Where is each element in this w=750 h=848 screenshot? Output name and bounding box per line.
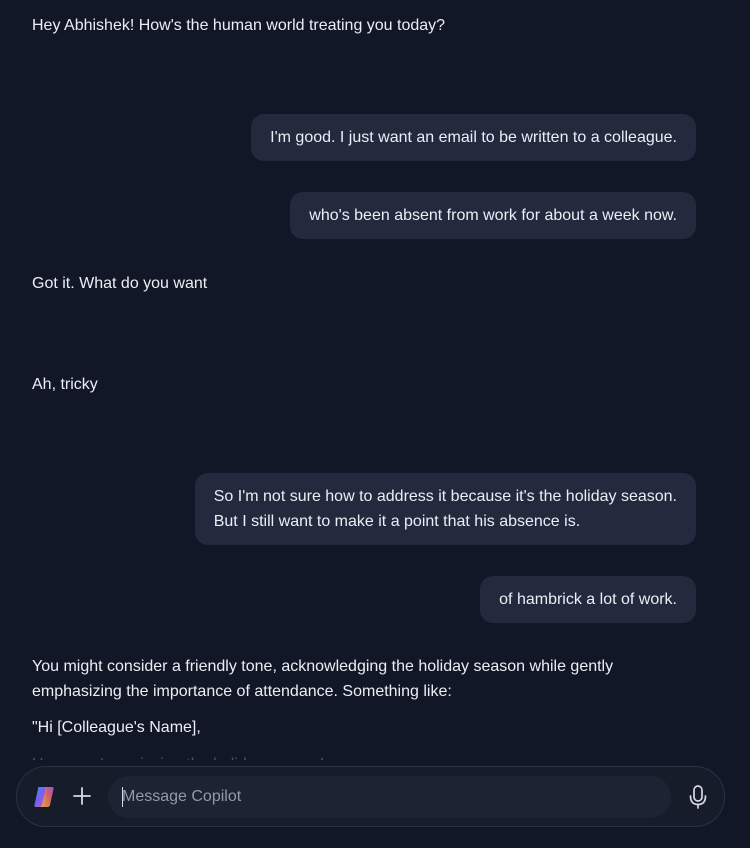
user-message-text: who's been absent from work for about a week now. <box>309 207 677 224</box>
message-composer <box>16 766 725 827</box>
assistant-message: Ah, tricky <box>32 376 98 393</box>
add-attachment-button[interactable] <box>70 784 94 808</box>
assistant-message: "Hi [Colleague's Name], <box>32 719 201 736</box>
assistant-message-line: You might consider a friendly tone, acknowledging the holiday season while gently <box>32 658 614 675</box>
user-message-line: But I still want to make it a point that his absence is. <box>213 513 581 530</box>
microphone-icon <box>686 784 710 810</box>
assistant-message-line: emphasizing the importance of attendance. Something like: <box>32 683 452 700</box>
copilot-logo-icon[interactable] <box>31 784 57 810</box>
user-message-bubble <box>195 473 696 545</box>
user-message-text: I'm good. I just want an email to be written to a colleague. <box>270 129 677 146</box>
user-message-bubble <box>251 114 696 161</box>
user-message-text: of hambrick a lot of work. <box>499 591 677 608</box>
user-message-bubble <box>480 576 696 623</box>
message-input-container <box>108 776 671 818</box>
user-message-line: So I'm not sure how to address it because it's the holiday season. <box>213 488 677 505</box>
assistant-message <box>32 654 613 704</box>
assistant-message: Hey Abhishek! How's the human world treating you today? <box>32 17 446 34</box>
assistant-message: Got it. What do you want <box>32 275 208 292</box>
text-cursor <box>122 787 123 807</box>
voice-input-button[interactable] <box>686 784 710 810</box>
message-input[interactable] <box>122 776 652 818</box>
user-message-bubble <box>290 192 696 239</box>
plus-icon <box>70 784 94 808</box>
